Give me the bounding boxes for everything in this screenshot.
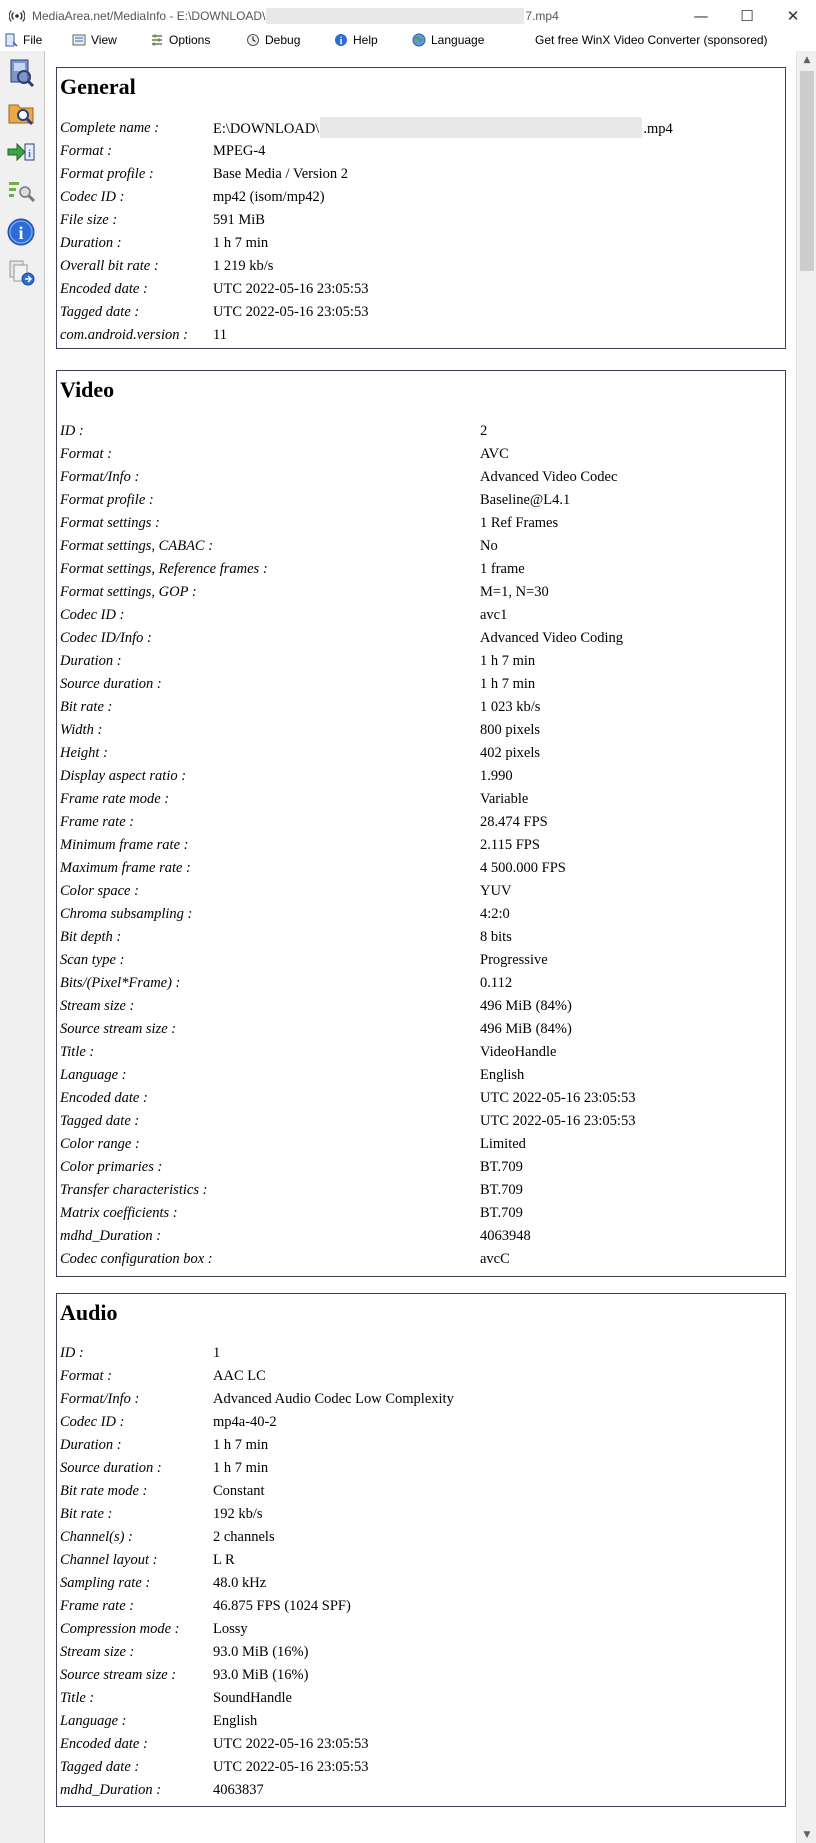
open-file-icon [6,57,36,87]
field-label: Bit rate : [60,699,113,715]
window-title-suffix: 7.mp4 [525,8,559,23]
menu-file[interactable] [4,33,42,47]
field-value: 1 Ref Frames [480,515,559,531]
field-label: Sampling rate : [60,1575,151,1591]
field-label: Title : [60,1690,95,1706]
complete-name-prefix: E:\DOWNLOAD\ [213,121,320,137]
field-value: 4 500.000 FPS [480,860,566,876]
field-label: Duration : [60,653,122,669]
field-label: Format profile : [60,166,154,182]
field-value: 2 [480,423,488,439]
field-value: 496 MiB (84%) [480,1021,572,1037]
field-label: Encoded date : [60,281,148,297]
options-menu-icon [150,33,164,47]
info-panel [46,51,796,1843]
field-label: Frame rate : [60,1598,135,1614]
field-label: Codec configuration box : [60,1251,213,1267]
video-section [56,370,786,1277]
section-title-video: Video [60,377,115,402]
field-value: BT.709 [480,1205,523,1221]
field-label: Codec ID : [60,1414,125,1430]
section-title-general: General [60,74,136,99]
menu-bar [0,31,816,51]
field-label: Channel(s) : [60,1529,133,1545]
field-label: Bits/(Pixel*Frame) : [60,975,181,991]
open-file-button[interactable] [4,55,38,89]
field-value: 46.875 FPS (1024 SPF) [213,1598,351,1614]
field-value: No [480,538,498,554]
minimize-button[interactable]: — [693,6,709,25]
field-value: MPEG-4 [213,143,266,159]
title-bar [0,0,816,32]
debug-menu-icon [246,33,260,47]
menu-help[interactable] [334,33,378,47]
field-value: 11 [213,327,227,343]
globe-icon [412,33,426,47]
preferences-icon [6,177,36,207]
field-label: Format : [60,1368,112,1384]
field-value: AVC [480,446,509,462]
field-label: Encoded date : [60,1090,148,1106]
field-value: 8 bits [480,929,512,945]
menu-view-label: View [91,33,117,47]
left-toolbar [0,51,45,1843]
field-label: Color range : [60,1136,140,1152]
field-value: Lossy [213,1621,248,1637]
file-menu-icon [4,33,18,47]
field-value: 28.474 FPS [480,814,548,830]
menu-sponsored[interactable] [535,33,768,47]
field-value: avc1 [480,607,508,623]
redacted-filename [320,117,642,138]
field-value: VideoHandle [480,1044,557,1060]
menu-debug-label: Debug [265,33,301,47]
field-value: 1 h 7 min [480,653,536,669]
field-value: Variable [480,791,529,807]
field-value: UTC 2022-05-16 23:05:53 [480,1113,636,1129]
field-value: 4063948 [480,1228,531,1244]
field-value: 2 channels [213,1529,275,1545]
field-value: Progressive [480,952,548,968]
field-label: Source stream size : [60,1021,177,1037]
field-label: Format settings, Reference frames : [60,561,268,577]
window-title [32,8,559,24]
field-label: Format profile : [60,492,154,508]
field-value [213,117,673,141]
field-value: 4:2:0 [480,906,510,922]
open-folder-icon [6,97,36,127]
field-label: Color primaries : [60,1159,163,1175]
field-label: mdhd_Duration : [60,1228,162,1244]
field-value: 1 frame [480,561,525,577]
svg-text:i: i [28,149,31,160]
svg-text:i: i [18,223,24,243]
redacted-filename [266,8,524,24]
field-value: 1 h 7 min [213,1437,269,1453]
field-label: Codec ID : [60,607,125,623]
field-value: UTC 2022-05-16 23:05:53 [213,304,369,320]
menu-options-label: Options [169,33,211,47]
field-label: Scan type : [60,952,125,968]
field-label: ID : [60,423,84,439]
field-label: Format : [60,446,112,462]
menu-debug[interactable] [246,33,300,47]
field-label: Width : [60,722,103,738]
field-value: YUV [480,883,512,899]
field-label: Channel layout : [60,1552,158,1568]
field-label: Maximum frame rate : [60,860,191,876]
field-label: Format : [60,143,112,159]
complete-name-suffix: .mp4 [643,121,673,137]
field-value: L R [213,1552,235,1568]
field-value: UTC 2022-05-16 23:05:53 [480,1090,636,1106]
export-button[interactable] [4,135,38,169]
field-value: BT.709 [480,1182,523,1198]
field-label: Frame rate mode : [60,791,170,807]
maximize-button[interactable]: ☐ [740,6,754,25]
view-menu-icon [72,33,86,47]
field-label: Color space : [60,883,139,899]
field-label: Display aspect ratio : [60,768,187,784]
field-value: mp42 (isom/mp42) [213,189,325,205]
field-label: Format settings, CABAC : [60,538,214,554]
field-value: 93.0 MiB (16%) [213,1667,309,1683]
field-value: 800 pixels [480,722,541,738]
field-label: Height : [60,745,108,761]
field-label: Stream size : [60,998,135,1014]
field-label: Format/Info : [60,469,140,485]
field-label: Bit rate mode : [60,1483,148,1499]
field-value: avcC [480,1251,510,1267]
field-label: Minimum frame rate : [60,837,189,853]
about-icon [6,217,36,247]
field-value: English [480,1067,525,1083]
field-value: 0.112 [480,975,513,991]
field-value: 2.115 FPS [480,837,540,853]
field-label: Codec ID/Info : [60,630,152,646]
export-icon [6,137,36,167]
field-label: Language : [60,1067,127,1083]
field-value: Advanced Audio Codec Low Complexity [213,1391,454,1407]
scroll-thumb[interactable] [800,71,814,271]
field-value: UTC 2022-05-16 23:05:53 [213,281,369,297]
field-value: 4063837 [213,1782,264,1798]
vertical-scrollbar[interactable] [796,51,816,1843]
field-label: Source duration : [60,1460,162,1476]
field-label: Source stream size : [60,1667,177,1683]
menu-language[interactable] [412,33,484,47]
menu-help-label: Help [353,33,378,47]
field-label: Compression mode : [60,1621,180,1637]
field-value: UTC 2022-05-16 23:05:53 [213,1759,369,1775]
update-icon [6,257,36,287]
open-folder-button[interactable] [4,95,38,129]
field-label: Frame rate : [60,814,135,830]
field-label: Format settings : [60,515,160,531]
field-label: Bit depth : [60,929,122,945]
field-value: UTC 2022-05-16 23:05:53 [213,1736,369,1752]
field-value: Limited [480,1136,526,1152]
field-value: 93.0 MiB (16%) [213,1644,309,1660]
field-label: Matrix coefficients : [60,1205,178,1221]
field-label: Title : [60,1044,95,1060]
field-label: Encoded date : [60,1736,148,1752]
field-label: com.android.version : [60,327,188,343]
field-label: Complete name : [60,120,160,136]
menu-sponsored-label: Get free WinX Video Converter (sponsored) [535,33,768,47]
field-value: 402 pixels [480,745,541,761]
field-value: M=1, N=30 [480,584,549,600]
field-value: 1 219 kb/s [213,258,274,274]
field-value: 591 MiB [213,212,265,228]
field-value: Constant [213,1483,265,1499]
field-value: Baseline@L4.1 [480,492,571,508]
window-controls [678,0,816,31]
audio-section [56,1293,786,1807]
field-label: Tagged date : [60,1759,140,1775]
field-value: 1 h 7 min [480,676,536,692]
menu-file-label: File [23,33,43,47]
field-label: Chroma subsampling : [60,906,193,922]
field-value: AAC LC [213,1368,266,1384]
scroll-down-arrow-icon[interactable]: ▼ [803,1829,811,1840]
field-value: 1 023 kb/s [480,699,541,715]
check-update-button[interactable] [4,255,38,289]
field-label: Overall bit rate : [60,258,159,274]
scroll-up-arrow-icon[interactable]: ▲ [803,54,811,65]
svg-text:i: i [339,36,343,47]
field-label: Duration : [60,235,122,251]
field-label: Stream size : [60,1644,135,1660]
field-label: Format settings, GOP : [60,584,197,600]
field-label: Format/Info : [60,1391,140,1407]
field-value: Base Media / Version 2 [213,166,349,182]
field-value: 1 [213,1345,221,1361]
field-value: mp4a-40-2 [213,1414,277,1430]
menu-options[interactable] [150,33,210,47]
field-label: ID : [60,1345,84,1361]
help-menu-icon [334,33,348,47]
field-label: Tagged date : [60,1113,140,1129]
field-value: 1.990 [480,768,513,784]
field-value: Advanced Video Coding [480,630,624,646]
section-title-audio: Audio [60,1300,118,1325]
field-value: BT.709 [480,1159,523,1175]
preferences-button[interactable] [4,175,38,209]
field-value: 1 h 7 min [213,1460,269,1476]
field-label: Language : [60,1713,127,1729]
field-value: 1 h 7 min [213,235,269,251]
field-value: 496 MiB (84%) [480,998,572,1014]
field-label: Bit rate : [60,1506,113,1522]
mediainfo-app-icon [9,8,25,24]
about-button[interactable] [4,215,38,249]
window-title-prefix: MediaArea.net/MediaInfo - E:\DOWNLOAD\ [32,8,266,23]
field-value: English [213,1713,258,1729]
field-label: Source duration : [60,676,162,692]
field-label: mdhd_Duration : [60,1782,162,1798]
field-value: SoundHandle [213,1690,292,1706]
field-label: Codec ID : [60,189,125,205]
field-label: Transfer characteristics : [60,1182,208,1198]
menu-language-label: Language [431,33,485,47]
field-value: 48.0 kHz [213,1575,267,1591]
field-label: Duration : [60,1437,122,1453]
field-label: File size : [60,212,118,228]
field-value: 192 kb/s [213,1506,263,1522]
general-section [56,67,786,349]
close-button[interactable]: ✕ [786,6,800,25]
field-value: Advanced Video Codec [480,469,618,485]
field-label: Tagged date : [60,304,140,320]
menu-view[interactable] [72,33,117,47]
